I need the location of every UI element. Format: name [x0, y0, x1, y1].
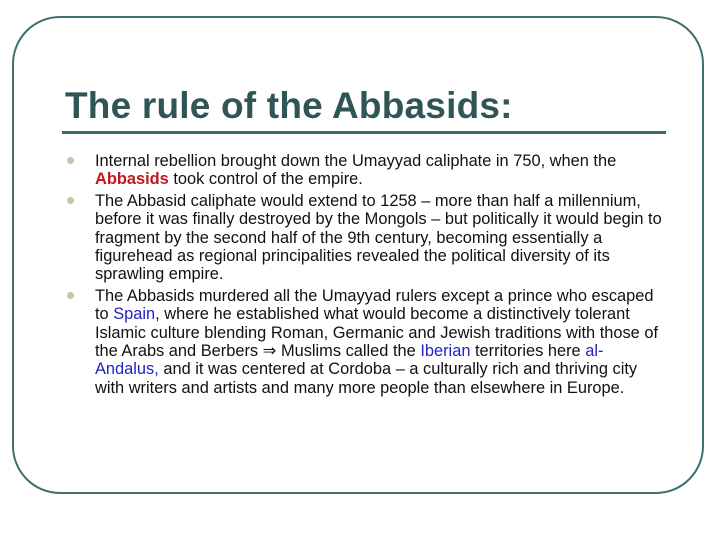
- bullet-text-part: The Abbasids murdered all the Umayyad rulers except a prince who escaped to: [95, 286, 654, 324]
- title-underline: [62, 131, 666, 134]
- bullet-text-part: , where he established what would become a distinctively tolerant Islamic culture blending Roman, Germanic and Jewish traditions with those of the Arabs and Berbers ⇒ Muslims called the: [95, 305, 659, 361]
- bullet-dot-icon: [67, 157, 74, 164]
- bullet-dot-icon: [67, 197, 74, 204]
- bullet-text-part: took control of the empire.: [168, 170, 363, 189]
- bullet-item: [66, 287, 666, 397]
- bullet-text-part: and it was centered at Cordoba – a culturally rich and thriving city with writers and artists and many more people than elsewhere in Europe.: [95, 360, 638, 397]
- highlight-iberian: Iberian: [420, 342, 471, 361]
- slide-title: The rule of the Abbasids:: [65, 85, 513, 126]
- bullet-text-part: territories here: [470, 342, 586, 361]
- bullet-text-part: The Abbasid caliphate would extend to 1258 – more than half a millennium, before it was finally destroyed by the Mongols – but politically it would begin to fragment by the second half of the 9th century, becoming essentially a figurehead as regional principalities revealed the political diversity of its sprawling empire.: [95, 191, 662, 284]
- bullet-item: [66, 192, 666, 284]
- bullet-text-part: Internal rebellion brought down the Umayyad caliphate in 750, when the: [95, 152, 617, 170]
- highlight-al-andalus: al-Andalus,: [95, 342, 604, 379]
- highlight-spain: Spain: [113, 305, 156, 324]
- bullet-list: [66, 152, 666, 400]
- bullet-item: [66, 152, 666, 189]
- bullet-dot-icon: [67, 292, 74, 299]
- bullet-text: [95, 192, 662, 284]
- bullet-text: [95, 287, 658, 397]
- bullet-text: [95, 152, 616, 188]
- highlight-abbasids: Abbasids: [95, 170, 169, 189]
